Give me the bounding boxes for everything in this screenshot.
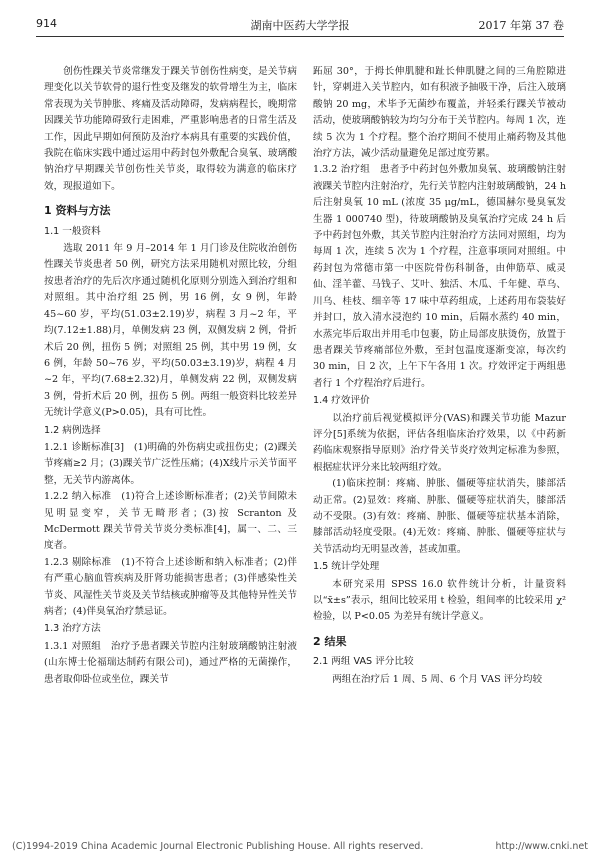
subsection-case-selection: 1.2 病例选择	[44, 424, 101, 436]
running-header	[36, 14, 564, 37]
journal-name: 湖南中医药大学学报	[250, 19, 350, 32]
efficacy-paragraph: 以治疗前后视觉模拟评分(VAS)和踝关节功能 Mazur 评分[5]系统为依据，评估各组临床治疗效果，以《中药新药临床观察指导原则》治疗骨关节炎疗效判定标准为参照，根据症状评分来比较两组疗效。	[313, 412, 566, 473]
exclusion-criteria: 1.2.3 剔除标准 (1)不符合上述诊断和纳入标准者；(2)伴有严重心脑血管疾病及肝肾功能损害患者；(3)伴感染性关节炎、风湿性关节炎及关节结核或肿瘤等及其他特异性关节病者；(4)伴臭氧治疗禁忌证。	[44, 556, 297, 617]
subsection-treatment: 1.3 治疗方法	[44, 623, 101, 635]
year-volume: 2017 年第 37 卷	[478, 19, 564, 32]
treatment-group-method: 1.3.2 治疗组 患者予中药封包外敷加臭氧、玻璃酸钠注射液踝关节腔内注射治疗，先行关节腔内注射玻璃酸钠，24 h 后注射臭氧 10 mL (浓度 35 μg/mL，德国赫尔曼臭氧发生器 1 000740 型)，待玻璃酸钠及臭氧治疗完成 24 h 后予中药封包外敷，其关节腔内注射治疗方法同对照组，均为每周 1 次，连续 5 次为 1 个疗程，注意事项同对照组。中药封包为常德市第一中医院骨伤科制备，由伸筋草、威灵仙、淫羊藿、马钱子、艾叶、独活、木瓜、千年健、草乌、川乌、桂枝、细辛等 17 味中草药组成，上述药用布袋装好并封口，放入清水浸泡约 10 min，后隔水蒸约 40 min，水蒸完毕后取出并用毛巾包裹，防止局部皮肤烫伤，放置于患者踝关节疼痛部位外敷，至封包温度逐渐变凉，每次约 30 min，日 2 次，上午下午各用 1 次。疗效评定于两组患者行 1 个疗程治疗后进行。	[313, 164, 566, 389]
cnki-url: http://www.cnki.net	[495, 841, 588, 852]
general-data-paragraph: 选取 2011 年 9 月–2014 年 1 月门诊及住院收治创伤性踝关节炎患者 50 例，研究方法采用随机对照比较，分组按患者治疗的先后次序通过随机化原则分别选入到治疗组和对照组。其中治疗组 25 例，男 16 例，女 9 例，年龄 45~60 岁，平均(51.03±2.19)岁，病程 3 月~2 年，平均(7.12±1.88)月，单侧发病 23 例，双侧发病 2 例，骨折术后 20 例，扭伤 5 例；对照组 25 例，其中男 19 例，女 6 例，年龄 50~76 岁，平均(50.03±3.19)岁，病程 4 月~2 年，平均(7.68±2.32)月，单侧发病 22 例，双侧发病 3 例，骨折术后 20 例，扭伤 5 例。两组一般资料比较差异无统计学意义(P>0.05)，具有可比性。	[44, 243, 297, 419]
copyright-notice: (C)1994-2019 China Academic Journal Electronic Publishing House. All rights reserved.	[12, 841, 424, 852]
control-group-treatment: 1.3.1 对照组 治疗予患者踝关节腔内注射玻璃酸钠注射液(山东博士伦福瑞达制药有限公司)，通过严格的无菌操作，患者取仰卧位或坐位，踝关节	[44, 640, 297, 685]
vas-paragraph: 两组在治疗后 1 周、5 周、6 个月 VAS 评分均较	[332, 673, 543, 685]
intro-paragraph: 创伤性踝关节炎常继发于踝关节创伤性病变，是关节病理变化以关节软骨的退行性变及继发的软骨增生为主，临床常表现为关节肿胀、疼痛及活动障碍，发病病程长，晚期常因踝关节功能障碍致行走困难，严重影响患者的日常生活及工作，因此早期如何预防及治疗本病具有重要的实践价值，我院在临床实践中通过运用中药封包外敷配合臭氧、玻璃酸钠治疗早期踝关节创伤性关节炎，取得较为满意的临床疗效，现报道如下。	[44, 66, 297, 192]
statistics-paragraph: 本研究采用 SPSS 16.0 软件统计分析，计量资料以“x̄±s”表示，组间比较采用 t 检验，组间率的比较采用 χ² 检验，以 P<0.05 为差异有统计学意义。	[313, 578, 566, 623]
subsection-general-data: 1.1 一般资料	[44, 225, 101, 237]
subsection-statistics: 1.5 统计学处理	[313, 561, 380, 573]
diagnostic-criteria: 1.2.1 诊断标准[3] (1)明确的外伤病史或扭伤史；(2)踝关节疼痛≥2 月；(3)踝关节广泛性压痛；(4)X线片示关节面平整，无关节内游离体。	[44, 441, 297, 486]
right-column	[313, 64, 566, 688]
page-number: 914	[36, 17, 57, 30]
inclusion-criteria: 1.2.2 纳入标准 (1)符合上述诊断标准者；(2)关节间隙未见明显变窄，关节无畸形者；(3)按 Scranton 及 McDermott 踝关节骨关节炎分类标准[4]，属一、二、三度者。	[44, 491, 297, 552]
section-heading-methods: 1 资料与方法	[44, 204, 111, 218]
left-column	[44, 64, 297, 688]
efficacy-criteria: (1)临床控制：疼痛、肿胀、僵硬等症状消失，膝部活动正常。(2)显效：疼痛、肿胀、僵硬等症状消失，膝部活动不受限。(3)有效：疼痛、肿胀、僵硬等症状基本消除，膝部活动轻度受限。(4)无效：疼痛、肿胀、僵硬等症状与关节活动均无明显改善，甚或加重。	[313, 478, 566, 555]
subsection-efficacy-evaluation: 1.4 疗效评价	[313, 395, 370, 407]
control-group-continued: 跖屈 30°，于拇长伸肌腱和趾长伸肌腱之间的三角腔隙进针，穿刺进入关节腔内，如有积液予抽吸干净，后注入玻璃酸钠 20 mg，术毕予无菌纱布覆盖，并轻柔行踝关节被动活动，使玻璃酸钠较为均匀分布于关节腔内。每周 1 次，连续 5 次为 1 个疗程。整个治疗期间不使用止痛药物及其他治疗方法，减少活动量避免足部过度劳累。	[313, 66, 566, 160]
section-heading-results: 2 结果	[313, 634, 347, 648]
subsection-vas-comparison: 2.1 两组 VAS 评分比较	[313, 656, 414, 668]
